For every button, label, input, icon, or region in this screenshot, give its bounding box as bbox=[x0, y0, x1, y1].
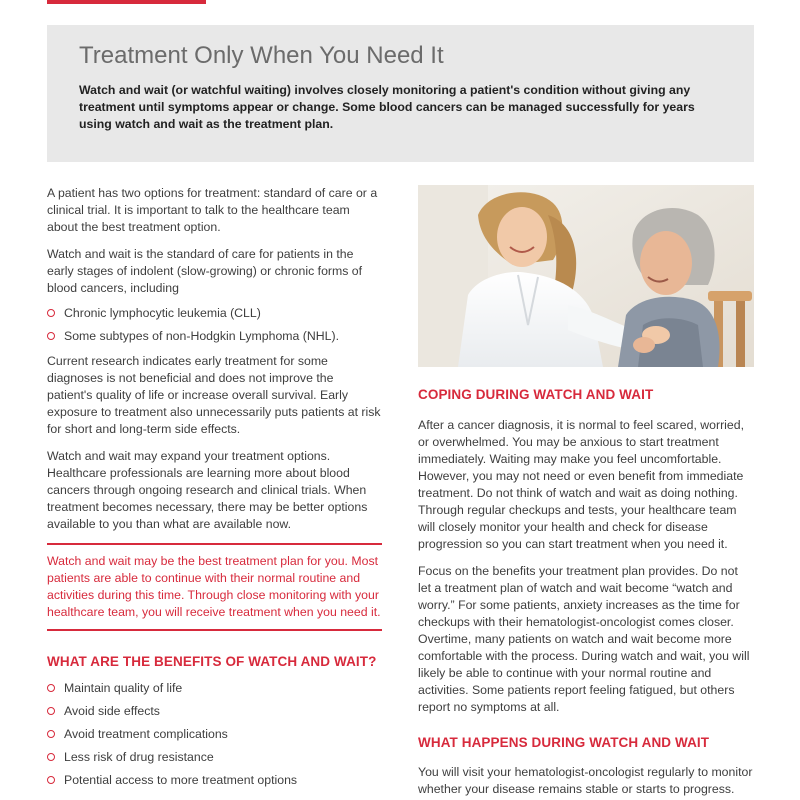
paragraph-coping-2: Focus on the benefits your treatment plan provides. Do not let a treatment plan of watch and wait become “watch and worry.” For some patients, anxiety increases as the time for checkups with their hematologist-oncologist comes closer. Overtime, many patients on watch and wait become more comfortable with the process. During watch and wait, you will likely be able to continue with your normal routine and activities. Some patients report feeling fatigued, but others report no symptoms at all. bbox=[418, 564, 750, 714]
right-column bbox=[418, 386, 754, 800]
paragraph-expand-options: Watch and wait may expand your treatment options. Healthcare professionals are learning more about blood cancers through ongoing research and clinical trials. When treatment becomes necessary, there may be better options available to you than what are available now. bbox=[47, 449, 368, 531]
circle-bullet-icon bbox=[47, 730, 55, 738]
coping-heading: COPING DURING WATCH AND WAIT bbox=[418, 387, 654, 402]
cancer-types-list bbox=[47, 305, 382, 345]
list-item: Maintain quality of life bbox=[47, 680, 382, 697]
circle-bullet-icon bbox=[47, 684, 55, 692]
circle-bullet-icon bbox=[47, 707, 55, 715]
paragraph-standard-of-care: Watch and wait is the standard of care for patients in the early stages of indolent (slow-growing) or chronic forms of blood cancers, including bbox=[47, 247, 363, 295]
circle-bullet-icon bbox=[47, 753, 55, 761]
what-happens-heading: WHAT HAPPENS DURING WATCH AND WAIT bbox=[418, 735, 710, 750]
circle-bullet-icon bbox=[47, 309, 55, 317]
page-title: Treatment Only When You Need It bbox=[79, 42, 444, 69]
pull-quote: Watch and wait may be the best treatment plan for you. Most patients are able to continue with their normal routine and activities during this time. Through close monitoring with your healthcare team, you will receive treatment when you need it. bbox=[47, 543, 382, 631]
paragraph-what-happens: You will visit your hematologist-oncologist regularly to monitor whether your disease remains stable or starts to progress. bbox=[418, 765, 753, 796]
list-item: Avoid side effects bbox=[47, 703, 382, 720]
callout-body: Watch and wait (or watchful waiting) involves closely monitoring a patient's condition without giving any treatment until symptoms appear or change. Some blood cancers can be managed successfully for years using watch and wait as the treatment plan. bbox=[79, 83, 695, 131]
nurse-and-patient-photo bbox=[418, 185, 754, 367]
list-item: Some subtypes of non-Hodgkin Lymphoma (NHL). bbox=[47, 328, 382, 345]
benefits-list bbox=[47, 680, 382, 789]
paragraph-current-research: Current research indicates early treatment for some diagnoses is not beneficial and does not improve the patient's quality of life or increase overall survival. Early exposure to treatment also unnecessarily puts patients at risk for short and long-term side effects. bbox=[47, 354, 381, 436]
benefits-heading: WHAT ARE THE BENEFITS OF WATCH AND WAIT? bbox=[47, 654, 377, 669]
circle-bullet-icon bbox=[47, 776, 55, 784]
list-item: Avoid treatment complications bbox=[47, 726, 382, 743]
paragraph-coping-1: After a cancer diagnosis, it is normal to feel scared, worried, or overwhelmed. You may be anxious to start treatment immediately. Waiting may make you feel uncomfortable. However, you may not need or even benefit from immediate treatment. Do not think of watch and wait as doing nothing. Through regular checkups and tests, your healthcare team will closely monitor your health and check for disease progression so you can start treatment when you need it. bbox=[418, 418, 745, 551]
list-item: Potential access to more treatment options bbox=[47, 772, 382, 789]
left-column bbox=[47, 185, 382, 797]
intro-callout bbox=[47, 25, 754, 162]
list-item: Chronic lymphocytic leukemia (CLL) bbox=[47, 305, 382, 322]
circle-bullet-icon bbox=[47, 332, 55, 340]
paragraph-treatment-options: A patient has two options for treatment: standard of care or a clinical trial. It is important to talk to the healthcare team about the best treatment option. bbox=[47, 186, 378, 234]
list-item: Less risk of drug resistance bbox=[47, 749, 382, 766]
top-accent-bar bbox=[47, 0, 206, 4]
